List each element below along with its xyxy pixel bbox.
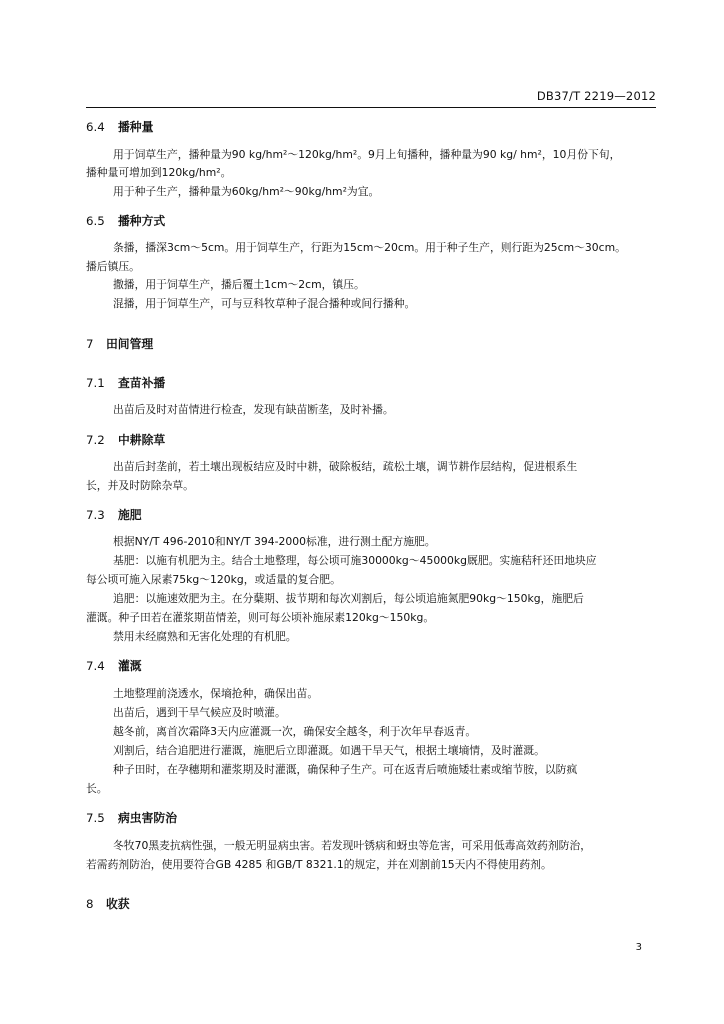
- header-rule: [86, 107, 656, 108]
- paragraph: 刈割后，结合追肥进行灌溉，施肥后立即灌溉。如遇干旱天气，根据土壤墒情，及时灌溉。: [113, 744, 545, 757]
- paragraph: 用于种子生产，播种量为60kg/hm²～90kg/hm²为宜。: [113, 185, 380, 198]
- paragraph: 种子田时，在孕穗期和灌浆期及时灌溉，确保种子生产。可在返青后喷施矮壮素或缩节胺，以防疯: [113, 763, 578, 776]
- section-heading-7-1: [86, 374, 165, 391]
- paragraph: 播种量可增加到120kg/hm²。: [86, 166, 232, 179]
- section-title: 施肥: [118, 508, 142, 522]
- page-number: 3: [635, 942, 642, 953]
- paragraph: 出苗后及时对苗情进行检查，发现有缺苗断垄，及时补播。: [113, 403, 394, 416]
- paragraph: 基肥：以施有机肥为主。结合土地整理，每公顷可施30000kg～45000kg厩肥。实施秸秆还田地块应: [113, 554, 597, 567]
- paragraph: 混播，用于饲草生产，可与豆科牧草种子混合播种或间行播种。: [113, 297, 416, 310]
- section-number: 7.2: [86, 433, 105, 447]
- section-title: 田间管理: [106, 337, 154, 351]
- paragraph: 根据NY/T 496-2010和NY/T 394-2000标准，进行测土配方施肥。: [113, 535, 436, 548]
- paragraph: 出苗后封垄前，若土壤出现板结应及时中耕，破除板结，疏松土壤，调节耕作层结构，促进根系生: [113, 460, 578, 473]
- paragraph: 条播，播深3cm～5cm。用于饲草生产，行距为15cm～20cm。用于种子生产，则行距为25cm～30cm。: [113, 241, 626, 254]
- section-number: 7.1: [86, 376, 105, 390]
- section-heading-7-2: [86, 431, 165, 448]
- paragraph: 若需药剂防治，使用要符合GB 4285 和GB/T 8321.1的规定，并在刈割前15天内不得使用药剂。: [86, 858, 552, 871]
- section-heading-7-5: [86, 809, 177, 826]
- section-title: 播种量: [118, 120, 154, 134]
- paragraph: 每公顷可施入尿素75kg～120kg，或适量的复合肥。: [86, 573, 341, 586]
- paragraph: 出苗后，遇到干旱气候应及时喷灌。: [113, 706, 286, 719]
- section-heading-8: [86, 895, 130, 912]
- section-heading-7-3: [86, 506, 142, 523]
- section-number: 6.4: [86, 120, 105, 134]
- section-number: 6.5: [86, 214, 105, 228]
- section-title: 中耕除草: [118, 433, 166, 447]
- section-number: 7.4: [86, 659, 105, 673]
- paragraph: 撒播，用于饲草生产，播后覆土1cm～2cm，镇压。: [113, 278, 365, 291]
- section-title: 收获: [106, 897, 130, 911]
- section-title: 病虫害防治: [118, 811, 177, 825]
- section-number: 7.5: [86, 811, 105, 825]
- section-number: 8: [86, 897, 94, 911]
- paragraph: 用于饲草生产，播种量为90 kg/hm²～120kg/hm²。9月上旬播种，播种量为90 kg/ hm²，10月份下旬，: [113, 148, 621, 161]
- paragraph: 长，并及时防除杂草。: [86, 479, 194, 492]
- section-heading-6-5: [86, 212, 165, 229]
- section-title: 播种方式: [118, 214, 166, 228]
- section-number: 7.3: [86, 508, 105, 522]
- paragraph: 追肥：以施速效肥为主。在分蘖期、拔节期和每次刈割后，每公顷追施氮肥90kg～150kg，施肥后: [113, 592, 584, 605]
- paragraph: 越冬前，离首次霜降3天内应灌溉一次，确保安全越冬，利于次年早春返青。: [113, 725, 477, 738]
- document-code: DB37/T 2219—2012: [536, 89, 656, 103]
- section-number: 7: [86, 337, 94, 351]
- paragraph: 长。: [86, 782, 108, 795]
- section-title: 查苗补播: [118, 376, 166, 390]
- section-heading-6-4: [86, 118, 153, 135]
- paragraph: 冬牧70黑麦抗病性强，一般无明显病虫害。若发现叶锈病和蚜虫等危害，可采用低毒高效药剂防治，: [113, 839, 592, 852]
- paragraph: 播后镇压。: [86, 260, 140, 273]
- section-title: 灌溉: [118, 659, 142, 673]
- section-heading-7: [86, 335, 153, 352]
- paragraph: 禁用未经腐熟和无害化处理的有机肥。: [113, 630, 297, 643]
- paragraph: 灌溉。种子田若在灌浆期苗情差，则可每公顷补施尿素120kg～150kg。: [86, 611, 435, 624]
- section-heading-7-4: [86, 657, 142, 674]
- paragraph: 土地整理前浇透水，保墒抢种，确保出苗。: [113, 687, 319, 700]
